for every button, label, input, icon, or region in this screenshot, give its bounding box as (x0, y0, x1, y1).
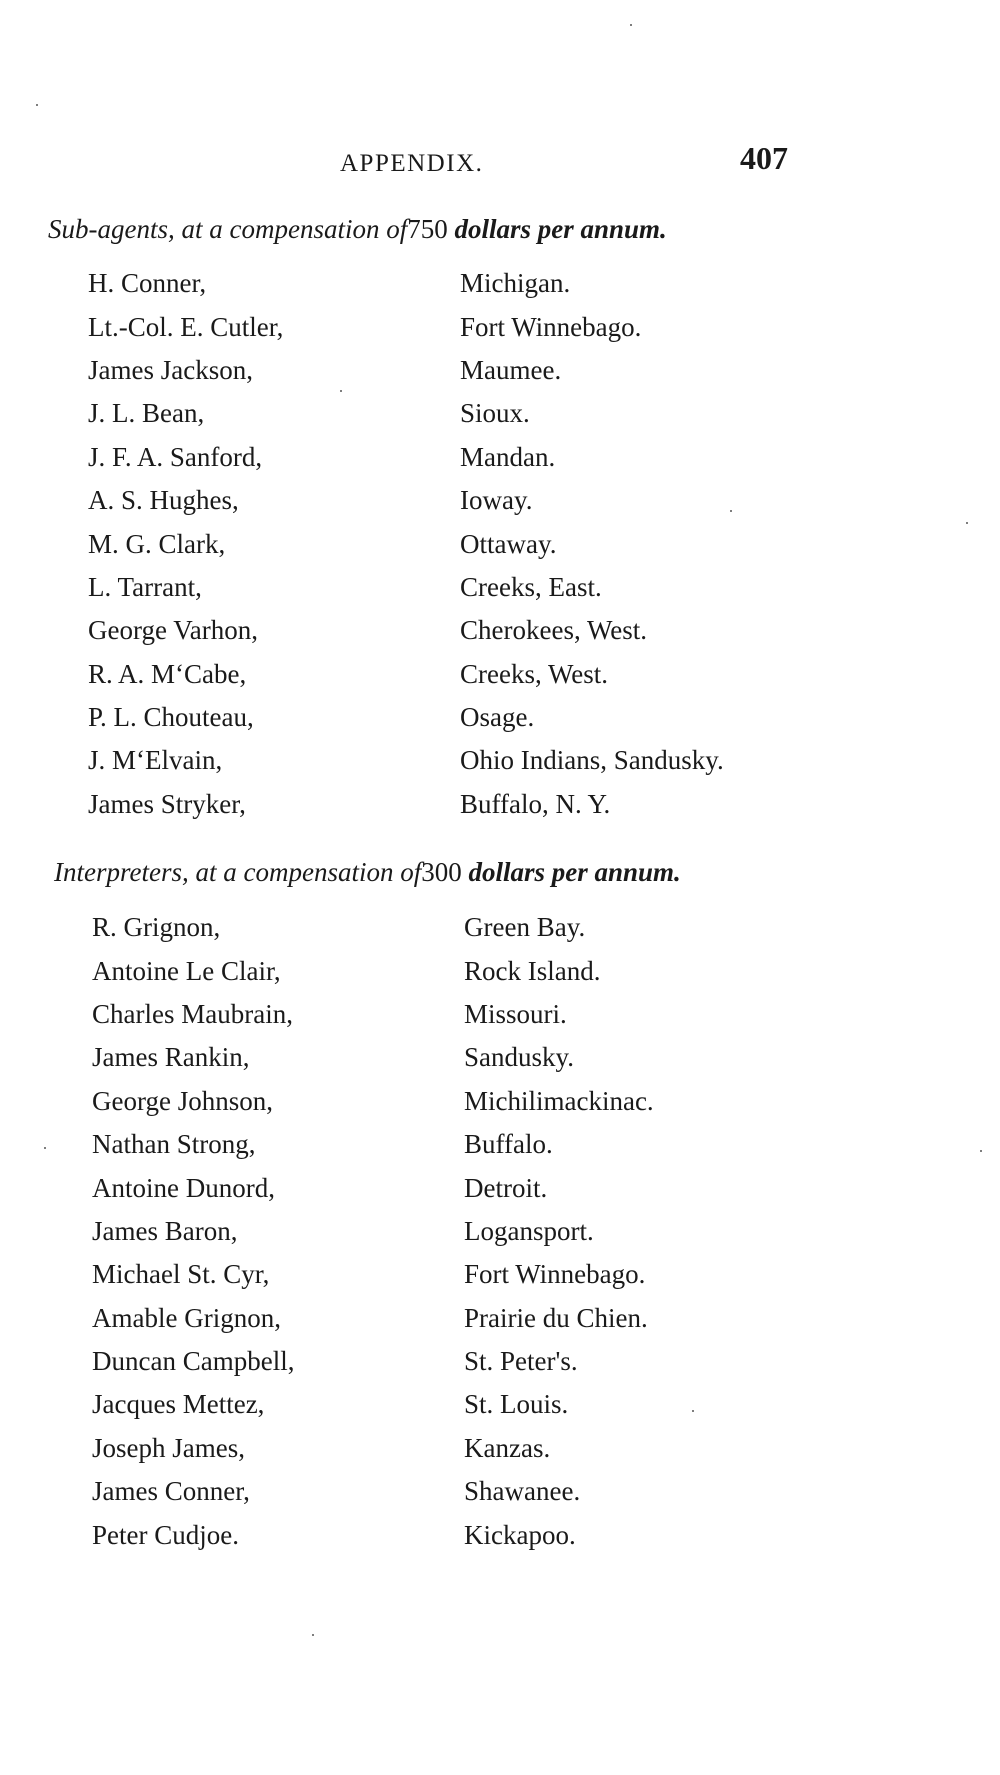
paper-speck (340, 390, 342, 392)
list-item (88, 436, 724, 479)
entry-name: James Conner, (92, 1476, 250, 1507)
entry-name: Michael St. Cyr, (92, 1259, 270, 1290)
heading-amount: 750 (407, 214, 448, 244)
paper-speck (966, 522, 968, 524)
paper-speck (980, 1150, 982, 1152)
entry-place: Detroit. (464, 1172, 548, 1203)
list-item (88, 609, 724, 652)
entry-place: Ioway. (460, 485, 533, 516)
list-item (88, 653, 724, 696)
paper-speck (730, 510, 732, 512)
sub-agents-list (88, 262, 724, 826)
entry-name: Charles Maubrain, (92, 998, 293, 1029)
entry-place: Michigan. (460, 268, 571, 299)
list-item (92, 1166, 654, 1209)
entry-place: St. Peter's. (464, 1346, 578, 1377)
entry-name: A. S. Hughes, (88, 485, 239, 516)
list-item (92, 1210, 654, 1253)
entry-name: Antoine Dunord, (92, 1172, 275, 1203)
entry-place: Missouri. (464, 998, 567, 1029)
entry-name: James Baron, (92, 1215, 238, 1246)
entry-place: Maumee. (460, 354, 562, 385)
entry-place: Prairie du Chien. (464, 1302, 648, 1333)
list-item (92, 993, 654, 1036)
entry-name: M. G. Clark, (88, 528, 226, 559)
entry-name: Antoine Le Clair, (92, 955, 281, 986)
list-item (88, 479, 724, 522)
entry-place: Fort Winnebago. (460, 311, 642, 342)
entry-name: Amable Grignon, (92, 1302, 281, 1333)
entry-name: R. Grignon, (92, 912, 221, 943)
entry-place: Creeks, West. (460, 658, 609, 689)
entry-name: J. L. Bean, (88, 398, 205, 429)
list-item (88, 783, 724, 826)
list-item (88, 392, 724, 435)
entry-name: R. A. M‘Cabe, (88, 658, 247, 689)
entry-place: Logansport. (464, 1215, 594, 1246)
entry-name: L. Tarrant, (88, 571, 202, 602)
list-item (92, 1513, 654, 1556)
entry-place: Sioux. (460, 398, 530, 429)
list-item (92, 906, 654, 949)
list-item (92, 1427, 654, 1470)
entry-place: Fort Winnebago. (464, 1259, 646, 1290)
list-item (92, 1123, 654, 1166)
heading-tail: dollars per annum. (454, 214, 667, 244)
entry-name: James Rankin, (92, 1042, 250, 1073)
heading-of: of (400, 857, 422, 887)
entry-place: Shawanee. (464, 1476, 581, 1507)
entry-place: Buffalo. (464, 1129, 553, 1160)
list-item (92, 1080, 654, 1123)
list-item (88, 566, 724, 609)
entry-name: James Jackson, (88, 354, 253, 385)
list-item (92, 1340, 654, 1383)
entry-place: Creeks, East. (460, 571, 602, 602)
paper-speck (44, 1147, 46, 1149)
interpreters-list (92, 906, 654, 1557)
entry-name: Peter Cudjoe. (92, 1519, 239, 1550)
list-item (88, 305, 724, 348)
entry-place: Kanzas. (464, 1432, 551, 1463)
list-item (88, 262, 724, 305)
entry-place: Michilimackinac. (464, 1085, 654, 1116)
entry-place: Kickapoo. (464, 1519, 576, 1550)
list-item (92, 1253, 654, 1296)
entry-place: Mandan. (460, 441, 556, 472)
entry-place: St. Louis. (464, 1389, 569, 1420)
paper-speck (692, 1410, 694, 1412)
list-item (88, 739, 724, 782)
entry-place: Green Bay. (464, 912, 586, 943)
entry-name: Nathan Strong, (92, 1129, 256, 1160)
list-item (92, 1036, 654, 1079)
heading-lead: Sub-agents, at a compensation (48, 214, 380, 244)
entry-name: H. Conner, (88, 268, 207, 299)
list-item (92, 1383, 654, 1426)
entry-name: George Johnson, (92, 1085, 273, 1116)
entry-name: Lt.-Col. E. Cutler, (88, 311, 284, 342)
entry-name: Jacques Mettez, (92, 1389, 265, 1420)
entry-place: Osage. (460, 702, 535, 733)
list-item (92, 1470, 654, 1513)
entry-place: Sandusky. (464, 1042, 575, 1073)
heading-tail: dollars per annum. (468, 857, 681, 887)
list-item (92, 1297, 654, 1340)
list-item (88, 349, 724, 392)
entry-name: Joseph James, (92, 1432, 245, 1463)
paper-speck (312, 1634, 314, 1636)
entry-name: George Varhon, (88, 615, 258, 646)
heading-lead: Interpreters, at a compensation (54, 857, 394, 887)
page-number: 407 (740, 140, 788, 176)
entry-place: Buffalo, N. Y. (460, 788, 611, 819)
entry-name: J. M‘Elvain, (88, 745, 223, 776)
heading-amount: 300 (421, 857, 462, 887)
paper-speck (36, 104, 38, 106)
paper-speck (630, 24, 632, 26)
entry-name: P. L. Chouteau, (88, 702, 254, 733)
section-heading-sub-agents (48, 214, 667, 245)
entry-name: J. F. A. Sanford, (88, 441, 263, 472)
entry-place: Ohio Indians, Sandusky. (460, 745, 724, 776)
entry-place: Ottaway. (460, 528, 557, 559)
entry-place: Cherokees, West. (460, 615, 648, 646)
section-heading-interpreters (54, 857, 681, 888)
list-item (92, 949, 654, 992)
running-title: APPENDIX. (340, 150, 484, 177)
list-item (88, 522, 724, 565)
heading-of: of (386, 214, 408, 244)
list-item (88, 696, 724, 739)
entry-name: James Stryker, (88, 788, 246, 819)
entry-name: Duncan Campbell, (92, 1346, 295, 1377)
entry-place: Rock Island. (464, 955, 601, 986)
